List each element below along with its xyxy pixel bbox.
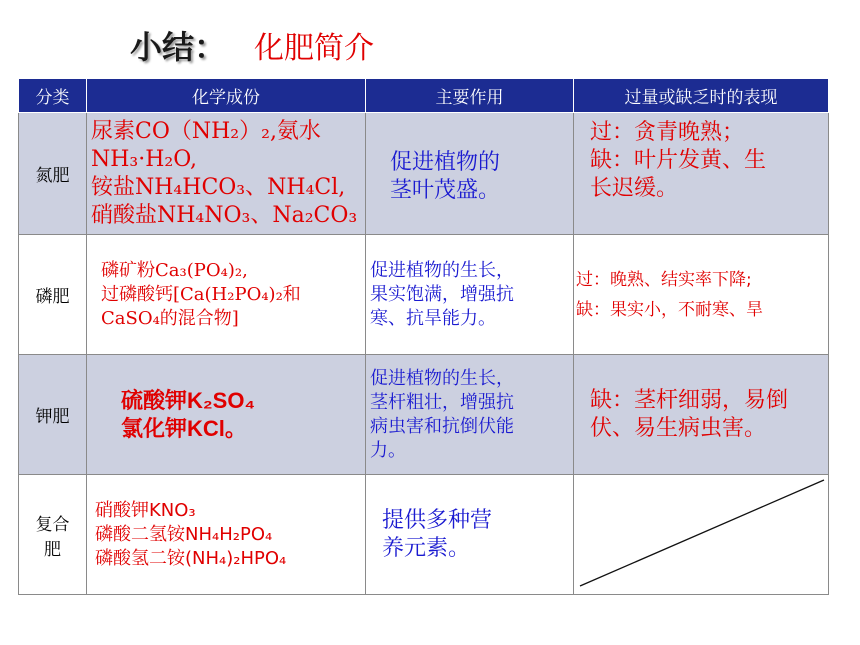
category-cell [19, 475, 87, 595]
component-line: 过磷酸钙[Ca(H₂PO₄)₂和 [101, 283, 301, 305]
category-line: 复合 [35, 514, 70, 535]
slide-title [130, 20, 374, 70]
component-line: 尿素CO（NH₂）₂,氨水 [91, 118, 321, 144]
component-line: CaSO₄的混合物] [101, 307, 239, 329]
header-category: 分类 [19, 79, 87, 113]
category-cell: 钾肥 [19, 355, 87, 475]
function-cell [366, 355, 574, 475]
function-line: 养元素。 [382, 535, 471, 561]
header-row [19, 79, 829, 113]
function-line: 病虫害和抗倒伏能 [370, 415, 514, 437]
function-line: 茎杆粗壮，增强抗 [370, 391, 514, 413]
category-cell: 磷肥 [19, 235, 87, 355]
symptoms-cell [574, 235, 829, 355]
category-line: 肥 [44, 539, 61, 560]
component-line: 铵盐NH₄HCO₃、NH₄Cl, [91, 174, 346, 200]
table-row [19, 113, 829, 235]
component-line: 硝酸盐NH₄NO₃、Na₂CO₃ [91, 202, 358, 228]
component-line: 磷酸氢二铵(NH₄)₂HPO₄ [95, 547, 287, 569]
table-row [19, 355, 829, 475]
symptom-line: 伏、易生病虫害。 [590, 415, 767, 441]
symptoms-cell-empty [574, 475, 829, 595]
header-components: 化学成份 [87, 79, 366, 113]
title-sub: 化肥简介 [254, 31, 375, 66]
components-cell [87, 235, 366, 355]
header-function: 主要作用 [366, 79, 574, 113]
function-line: 茎叶茂盛。 [390, 177, 501, 203]
fertilizer-table [18, 78, 829, 595]
component-line: 磷酸二氢铵NH₄H₂PO₄ [95, 523, 273, 545]
function-line: 果实饱满，增强抗 [370, 283, 514, 305]
category-cell: 氮肥 [19, 113, 87, 235]
title-main: 小结： [130, 28, 227, 66]
symptom-line: 过：晚熟、结实率下降; [576, 269, 752, 290]
function-cell [366, 113, 574, 235]
diagonal-line [574, 476, 828, 594]
function-line: 促进植物的生长， [370, 259, 514, 281]
symptoms-cell [574, 113, 829, 235]
component-line: NH₃·H₂O, [91, 146, 197, 172]
symptom-line: 长迟缓。 [590, 176, 679, 201]
function-cell [366, 475, 574, 595]
table-row [19, 475, 829, 595]
component-line: 硝酸钾KNO₃ [95, 499, 196, 521]
components-cell [87, 475, 366, 595]
symptom-line: 缺：茎杆细弱，易倒 [590, 387, 789, 413]
component-line: 硫酸钾K₂SO₄ [121, 387, 255, 413]
symptom-line: 缺：果实小，不耐寒、旱 [576, 299, 763, 320]
function-cell [366, 235, 574, 355]
component-line: 磷矿粉Ca₃(PO₄)₂, [101, 259, 248, 281]
table-row [19, 235, 829, 355]
header-symptoms: 过量或缺乏时的表现 [574, 79, 829, 113]
function-line: 促进植物的生长， [370, 367, 514, 389]
symptom-line: 缺：叶片发黄、生 [590, 148, 767, 173]
function-line: 力。 [370, 439, 406, 461]
components-cell [87, 113, 366, 235]
symptom-line: 过：贪青晚熟； [590, 120, 745, 145]
component-line: 氯化钾KCl。 [121, 415, 247, 441]
components-cell [87, 355, 366, 475]
symptoms-cell [574, 355, 829, 475]
function-line: 促进植物的 [390, 149, 501, 175]
function-line: 提供多种营 [382, 507, 493, 533]
function-line: 寒、抗旱能力。 [370, 307, 496, 329]
